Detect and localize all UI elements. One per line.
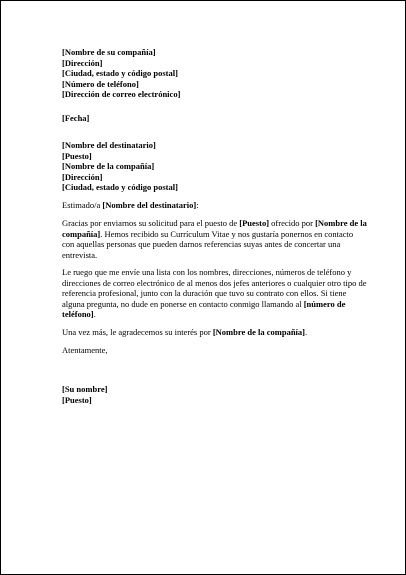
recipient-title: [Puesto] — [62, 150, 92, 161]
sender-phone: [Número de teléfono] — [62, 78, 139, 89]
p3-text-1: Una vez más, le agradecemos su interés por — [62, 327, 213, 337]
sender-city: [Ciudad, estado y código postal] — [62, 68, 178, 78]
closing — [62, 345, 367, 356]
letter-date: [Fecha] — [62, 113, 90, 123]
signature-name: [Su nombre] — [62, 384, 108, 394]
recipient-company: [Nombre de la compañía] — [62, 161, 155, 171]
recipient-name: [Nombre del destinatario] — [62, 140, 156, 150]
p3-company: [Nombre de la compañía] — [212, 327, 305, 337]
sender-block — [62, 47, 367, 100]
salutation-suffix: : — [196, 200, 199, 210]
signature-title: [Puesto] — [62, 394, 92, 405]
recipient-address: [Dirección] — [62, 171, 103, 182]
p2-phone: [número de teléfono] — [62, 298, 346, 319]
p1-company: [Nombre de la compañía] — [62, 218, 367, 239]
p2-text-2: . — [93, 309, 96, 319]
salutation — [62, 200, 367, 211]
p1-text-3: . Hemos recibido su Currículum Vitae y nos gustaría ponernos en contacto con aquellas personas que pueden darnos referencias suyas antes de concertar una entrevista. — [62, 228, 354, 260]
sender-address: [Dirección] — [62, 57, 103, 68]
p1-text-2: ofrecido por — [269, 218, 316, 228]
p2-text-1: Le ruego que me envíe una lista con los nombres, direcciones, números de teléfono y direcciones de correo electrónico de al menos dos jefes anteriores o cualquier otro tipo de referencia profesional, junto con la duración que tuvo su contrato con ellos. Si tiene alguna pregunta, no dude en ponerse en contacto conmigo llamando al — [62, 267, 367, 309]
body-paragraph-1 — [62, 218, 367, 260]
salutation-name: [Nombre del destinatario] — [102, 200, 197, 210]
recipient-block — [62, 140, 367, 193]
sender-company: [Nombre de su compañía] — [62, 47, 156, 57]
p1-text-1: Gracias por enviarnos su solicitud para el puesto de — [62, 218, 240, 228]
salutation-prefix: Estimado/a — [62, 200, 103, 210]
recipient-city: [Ciudad, estado y código postal] — [62, 182, 178, 192]
sender-email: [Dirección de correo electrónico] — [62, 89, 181, 99]
body-paragraph-2 — [62, 267, 367, 320]
date-block — [62, 113, 367, 124]
closing-text: Atentamente, — [62, 345, 108, 355]
p3-text-2: . — [304, 327, 308, 337]
p1-position: [Puesto] — [239, 218, 270, 228]
signature-block — [62, 384, 367, 405]
body-paragraph-3 — [62, 327, 367, 338]
